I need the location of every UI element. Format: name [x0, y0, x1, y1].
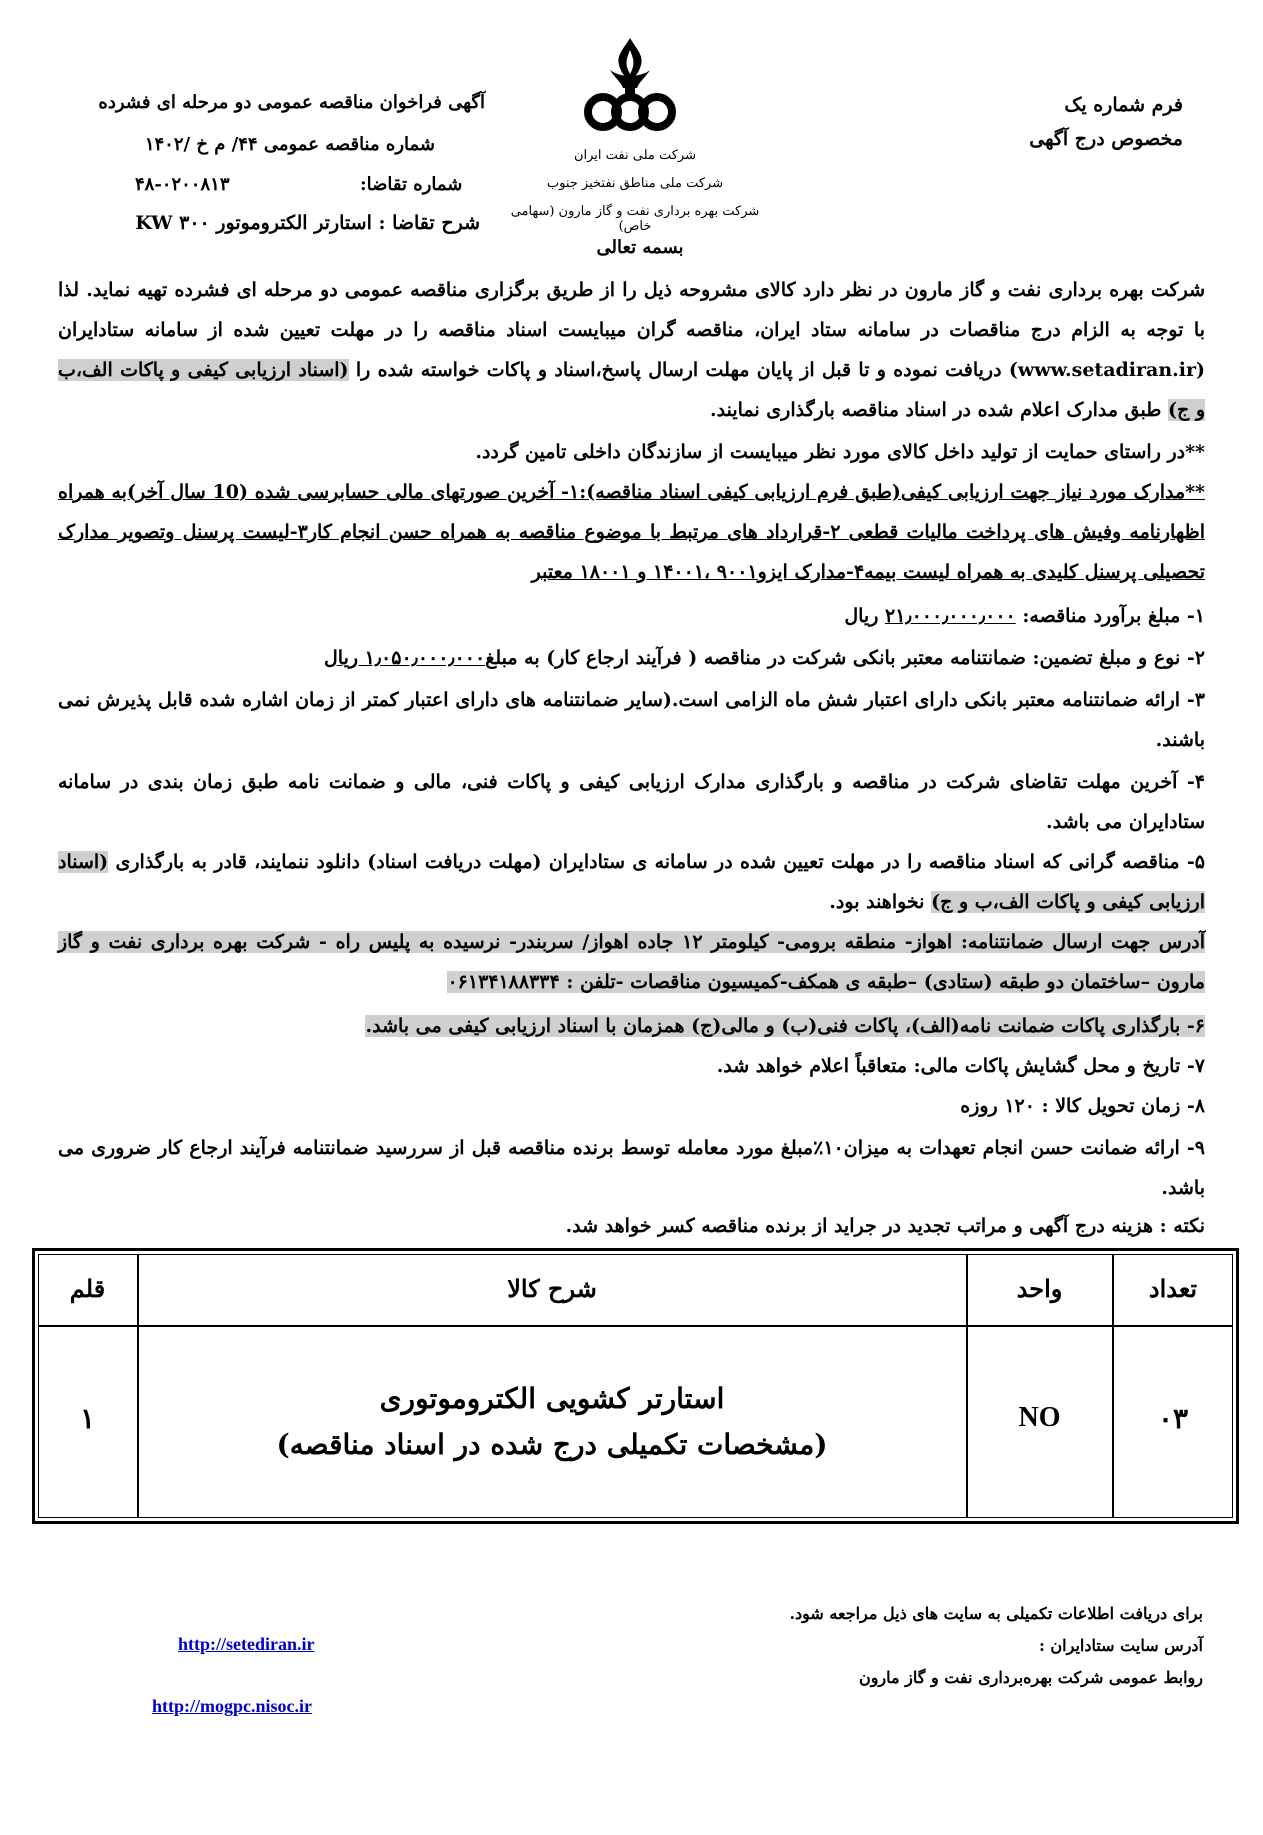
item-5-text-b: نخواهند بود.: [829, 891, 932, 913]
item-1: [58, 596, 1205, 636]
item-3-number: ۳-: [1186, 689, 1205, 711]
intro-paragraph: [58, 270, 1205, 430]
item-1-label: مبلغ برآورد مناقصه:: [1022, 605, 1181, 627]
bismillah: بسمه تعالی: [596, 237, 684, 258]
item-8-number: ۸-: [1186, 1095, 1205, 1117]
item-4: [58, 762, 1205, 842]
item-7-text: تاریخ و محل گشایش پاکات مالی: متعاقباً اعلام خواهد شد.: [716, 1055, 1181, 1077]
item-4-text: آخرین مهلت تقاضای شرکت در مناقصه و بارگذاری مدارک ارزیابی کیفی و پاکات فنی، مالی و ضمانت نامه طبق زمان بندی در سامانه ستادایران می باشد.: [58, 771, 1205, 833]
intro-text-b: طبق مدارک اعلام شده در اسناد مناقصه بارگذاری نمایند.: [710, 399, 1168, 421]
item-7-number: ۷-: [1186, 1055, 1205, 1077]
company-name-3: شرکت بهره برداری نفت و گاز مارون (سهامی خاص): [510, 204, 760, 234]
guarantee-address: [58, 922, 1205, 1002]
cell-description-line2: (مشخصات تکمیلی درج شده در اسناد مناقصه): [276, 1428, 828, 1461]
qualification-documents: **مدارک مورد نیاز جهت ارزیابی کیفی(طبق فرم ارزیابی کیفی اسناد مناقصه):۱- آخرین صورتهای مالی حسابرسی شده (10 سال آخر)به همراه اظهارنامه وفیش های پرداخت مالیات قطعی ۲-قرارداد های مرتبط با موضوع مناقصه به همراه حسن انجام کار۳-لیست پرسنل وتصویر مدارک تحصیلی پرسنل کلیدی به همراه لیست بیمه۴-مدارک ایزو۹۰۰۱ ،۱۴۰۰۱ و ۱۸۰۰۱ معتبر: [58, 481, 1205, 583]
col-header-row: قلم: [69, 1274, 106, 1303]
item-2-number: ۲-: [1186, 647, 1205, 669]
domestic-supply-note: **در راستای حمایت از تولید داخل کالای مورد نظر میبایست از سازندگان داخلی تامین گردد.: [475, 441, 1205, 463]
item-6-text: ۶- بارگذاری پاکات ضمانت نامه(الف)، پاکات فنی(ب) و مالی(ج) همزمان با اسناد ارزیابی کیفی می باشد.: [365, 1015, 1205, 1037]
request-number: ۴۸-۰۲۰۰۸۱۳: [135, 174, 230, 195]
item-2-value: ۱٫۰۵۰٫۰۰۰٫۰۰۰ ریال: [323, 647, 486, 669]
footer-public-relations: روابط عمومی شرکت بهره‌برداری نفت و گاز مارون: [858, 1668, 1203, 1687]
item-7: [58, 1046, 1205, 1086]
item-2: [58, 638, 1205, 678]
table-header-divider: [38, 1325, 1233, 1327]
item-6: [58, 1006, 1205, 1046]
mogpc-link[interactable]: http://mogpc.nisoc.ir: [152, 1696, 312, 1716]
intro-highlight: (اسناد ارزیابی کیفی و پاکات الف،ب و ج): [58, 359, 1205, 421]
item-3: [58, 680, 1205, 760]
footer-setad-label: آدرس سایت ستادایران :: [1038, 1636, 1203, 1655]
item-5: [58, 842, 1205, 922]
item-8: [58, 1086, 1205, 1126]
item-5-highlight: (اسناد ارزیابی کیفی و پاکات الف،ب و ج): [58, 851, 1205, 913]
item-1-unit: ریال: [844, 605, 879, 627]
nioc-logo-icon: [575, 30, 685, 150]
item-4-number: ۴-: [1186, 771, 1205, 793]
company-name-1: شرکت ملی نفت ایران: [573, 148, 697, 163]
form-purpose: مخصوص درج آگهی: [1029, 128, 1183, 150]
item-9: ۹- ارائه ضمانت حسن انجام تعهدات به میزان۱۰٪مبلغ مورد معامله توسط برنده مناقصه قبل از سررسید ضمانتنامه فرآیند ارجاع کار ضروری می باشد.: [58, 1137, 1205, 1199]
cell-row-number: ۱: [79, 1402, 96, 1435]
item-5-number: ۵-: [1186, 851, 1205, 873]
item-5-text-a: مناقصه گرانی که اسناد مناقصه را در مهلت تعیین شده در سامانه ی ستادایران (مهلت دریافت اسناد) دانلود ننمایند، قادر به بارگذاری: [108, 851, 1180, 873]
cell-quantity: ۰۳: [1157, 1402, 1189, 1435]
item-1-value: ۲۱٫۰۰۰٫۰۰۰٫۰۰۰: [885, 605, 1016, 627]
company-name-2: شرکت ملی مناطق نفتخیز جنوب: [546, 176, 724, 191]
col-header-unit: واحد: [1016, 1274, 1063, 1303]
col-header-quantity: تعداد: [1148, 1274, 1198, 1303]
note: نکته : هزینه درج آگهی و مراتب تجدید در جراید از برنده مناقصه کسر خواهد شد.: [565, 1215, 1205, 1237]
address-text: اهواز- منطقه برومی- کیلومتر ۱۲ جاده اهواز/ سربندر- نرسیده به پلیس راه - شرکت بهره برداری نفت و گاز مارون –ساختمان دو طبقه (ستادی) –طبقه ی همکف-کمیسیون مناقصات -تلفن : ۰۶۱۳۴۱۸۸۳۳۴: [58, 931, 1205, 993]
item-1-number: ۱-: [1186, 605, 1205, 627]
setediran-link[interactable]: http://setediran.ir: [178, 1634, 315, 1654]
item-2-text: نوع و مبلغ تضمین: ضمانتنامه معتبر بانکی شرکت در مناقصه ( فرآیند ارجاع کار) به مبلغ: [485, 647, 1181, 669]
notice-title: آگهی فراخوان مناقصه عمومی دو مرحله ای فشرده: [98, 92, 485, 113]
address-label: آدرس جهت ارسال ضمانتنامه:: [960, 931, 1205, 953]
item-3-text: ارائه ضمانتنامه معتبر بانکی دارای اعتبار شش ماه الزامی است.(سایر ضمانتنامه های دارای اعتبار کمتر از زمان اشاره شده قابل پذیرش نمی باشند.: [58, 689, 1205, 751]
form-heading: [963, 88, 1183, 156]
cell-description-line1: استارتر کشویی الکتروموتوری: [379, 1382, 725, 1415]
col-header-description: شرح کالا: [507, 1274, 597, 1303]
footer-info: برای دریافت اطلاعات تکمیلی به سایت های ذیل مراجعه شود.: [789, 1604, 1203, 1623]
cell-unit: NO: [1018, 1402, 1061, 1433]
cell-description: [138, 1376, 966, 1468]
request-description: شرح تقاضا : استارتر الکتروموتور ۳۰۰ KW: [135, 212, 480, 234]
request-label: شماره تقاضا:: [360, 174, 463, 195]
intro-text-a: شرکت بهره برداری نفت و گاز مارون در نظر دارد کالای مشروحه ذیل را از طریق برگزاری مناقصه عمومی دو مرحله ای فشرده تهیه نماید. لذا با توجه به الزام درج مناقصات در سامانه ستاد ایران، مناقصه گران میبایست اسناد مناقصه را در مهلت تعیین شده از سامانه ستادایران (www.setadiran.ir) دریافت نموده و تا قبل از پایان مهلت ارسال پاسخ،اسناد و پاکات خواسته شده را: [58, 279, 1205, 381]
form-number: فرم شماره یک: [1064, 94, 1183, 116]
item-8-text: زمان تحویل کالا : ۱۲۰ روزه: [960, 1095, 1181, 1117]
tender-number: شماره مناقصه عمومی ۴۴/ م خ /۱۴۰۲: [144, 134, 435, 155]
